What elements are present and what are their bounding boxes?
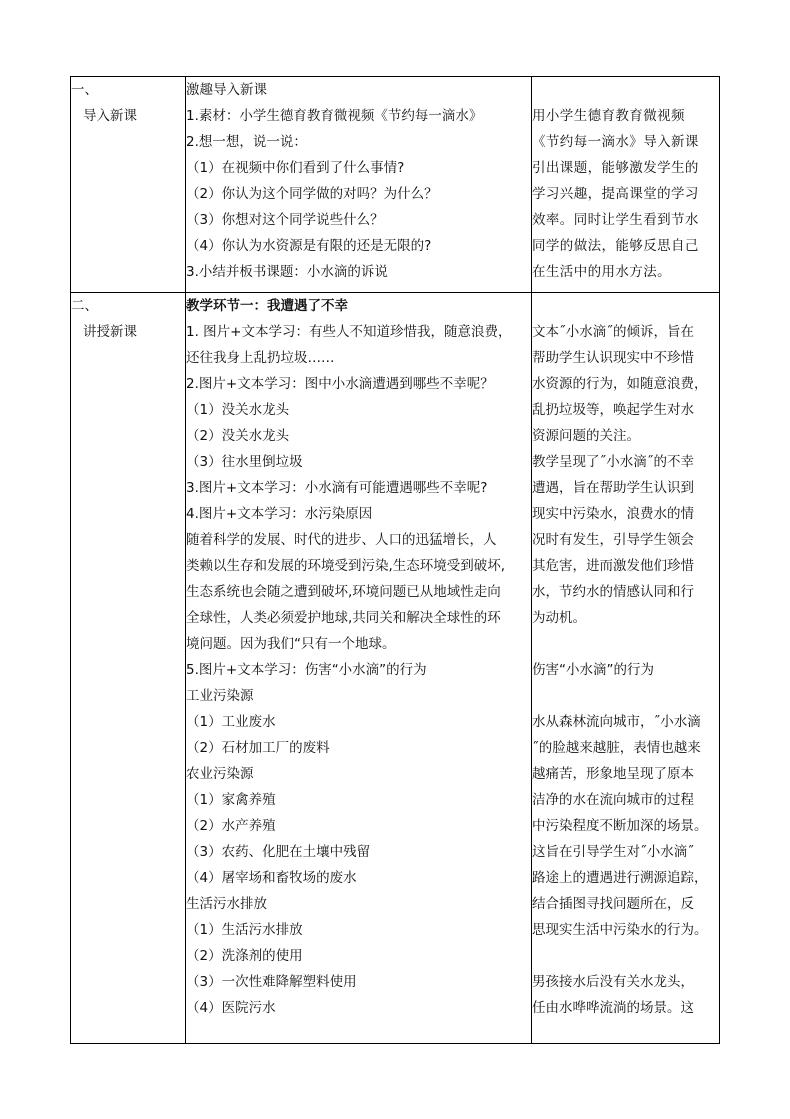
process-line: 生态系统也会随之遭到破坏,环境问题已从地域性走向 — [186, 584, 501, 600]
stage-title: 导入新课 — [83, 108, 137, 124]
intent-line: 水资源的行为，如随意浪费， — [532, 376, 708, 392]
intent-line: 中污染程度不断加深的场景。 — [532, 818, 708, 834]
process-line: 工业污染源 — [186, 688, 254, 704]
intent-cell-intro — [532, 77, 720, 293]
process-line: 全球性，人类必须爱护地球,共同关和解决全球性的环 — [186, 610, 501, 626]
stage-title: 讲授新课 — [83, 324, 137, 340]
stage-cell-teaching — [71, 293, 186, 1044]
intent-line: 任由水哗哗流淌的场景。这 — [532, 1000, 694, 1016]
process-line: 4.图片+文本学习：水污染原因 — [186, 506, 373, 522]
process-line: 农业污染源 — [186, 766, 254, 782]
process-line: 境问题。因为我们“只有一个地球。 — [186, 636, 396, 652]
intent-line: 况时有发生，引导学生领会 — [532, 532, 694, 548]
process-line: （1）生活污水排放 — [186, 922, 303, 938]
process-line: （2）你认为这个同学做的对吗？为什么？ — [186, 186, 438, 202]
process-line: 1. 图片+文本学习：有些人不知道珍惜我，随意浪费， — [186, 324, 512, 340]
intent-line: 结合插图寻找问题所在，反 — [532, 896, 694, 912]
intent-line: 为动机。 — [532, 610, 586, 626]
intent-line: 其危害，进而激发他们珍惜 — [532, 558, 694, 574]
process-cell-intro — [186, 77, 532, 293]
process-cell-teaching — [186, 293, 532, 1044]
intent-line: 现实中污染水，浪费水的情 — [532, 506, 694, 522]
intent-line: 水，节约水的情感认同和行 — [532, 584, 694, 600]
process-line: （4）屠宰场和畜牧场的废水 — [186, 870, 357, 886]
process-line: （1）家禽养殖 — [186, 792, 276, 808]
process-line: （3）一次性难降解塑料使用 — [186, 974, 357, 990]
stage-number: 二、 — [71, 298, 98, 314]
intent-line: 伤害“小水滴”的行为 — [532, 662, 654, 678]
intent-line: 引出课题，能够激发学生的 — [532, 160, 699, 176]
lesson-plan-table — [70, 76, 720, 1044]
process-line: （4）你认为水资源是有限的还是无限的? — [186, 238, 432, 254]
process-heading: 激趣导入新课 — [186, 82, 267, 98]
intent-line: 学习兴趣，提高课堂的学习 — [532, 186, 699, 202]
process-line: 5.图片+文本学习：伤害“小水滴”的行为 — [186, 662, 427, 678]
table-row-intro — [71, 77, 720, 293]
process-line: （3）往水里倒垃圾 — [186, 454, 303, 470]
process-line: （1）工业废水 — [186, 714, 276, 730]
process-line: 还往我身上乱扔垃圾…… — [186, 350, 335, 366]
intent-line: 水从森林流向城市，˝小水滴 — [532, 714, 701, 730]
intent-line: ˝的脸越来越脏，表情也越来 — [532, 740, 701, 756]
intent-cell-teaching — [532, 293, 720, 1044]
process-line: 3.小结并板书课题：小水滴的诉说 — [186, 264, 388, 280]
process-line: （2）没关水龙头 — [186, 428, 290, 444]
intent-line: 教学呈现了˝小水滴˝的不幸 — [532, 454, 694, 470]
intent-line: 资源问题的关注。 — [532, 428, 640, 444]
process-line: 生活污水排放 — [186, 896, 267, 912]
intent-line: 文本˝小水滴˝的倾诉，旨在 — [532, 324, 694, 340]
process-line: 类赖以生存和发展的环境受到污染,生态环境受到破坏, — [186, 558, 506, 574]
process-line: （2）洗涤剂的使用 — [186, 948, 303, 964]
intent-line: 效率。同时让学生看到节水 — [532, 212, 699, 228]
intent-line: 思现实生活中污染水的行为。 — [532, 922, 708, 938]
intent-line: 男孩接水后没有关水龙头， — [532, 974, 694, 990]
process-line: （1）没关水龙头 — [186, 402, 290, 418]
intent-line: 遭遇，旨在帮助学生认识到 — [532, 480, 694, 496]
process-line: 3.图片+文本学习：小水滴有可能遭遇哪些不幸呢? — [186, 480, 488, 496]
process-line: （1）在视频中你们看到了什么事情? — [186, 160, 405, 176]
stage-number: 一、 — [71, 82, 98, 98]
intent-line: 路途上的遭遇进行溯源追踪， — [532, 870, 708, 886]
intent-line: 同学的做法，能够反思自己 — [532, 238, 699, 254]
process-line: （3）农药、化肥在土壤中残留 — [186, 844, 371, 860]
process-line: （4）医院污水 — [186, 1000, 276, 1016]
intent-line: 《节约每一滴水》导入新课 — [532, 134, 699, 150]
process-line: （2）石材加工厂的废料 — [186, 740, 330, 756]
intent-line: 在生活中的用水方法。 — [532, 264, 671, 280]
stage-cell-intro — [71, 77, 186, 293]
intent-line — [532, 631, 719, 657]
intent-line: 这旨在引导学生对˝小水滴˝ — [532, 844, 694, 860]
intent-line: 越痛苦，形象地呈现了原本 — [532, 766, 694, 782]
table-row-teaching — [71, 293, 720, 1044]
process-line: 1.素材：小学生德育教育微视频《节约每一滴水》 — [186, 108, 483, 124]
intent-line: 洁净的水在流向城市的过程 — [532, 792, 694, 808]
process-heading: 教学环节一：我遭遇了不幸 — [186, 298, 348, 314]
process-line: 2.想一想，说一说： — [186, 134, 307, 150]
intent-line: 乱扔垃圾等，唤起学生对水 — [532, 402, 694, 418]
intent-line — [532, 683, 719, 709]
process-line: （2）水产养殖 — [186, 818, 276, 834]
intent-line — [532, 943, 719, 969]
process-line: 2.图片+文本学习：图中小水滴遭遇到哪些不幸呢？ — [186, 376, 494, 392]
intent-line: 帮助学生认识现实中不珍惜 — [532, 350, 694, 366]
process-line: 随着科学的发展、时代的进步、人口的迅猛增长，人 — [186, 532, 497, 548]
intent-line: 用小学生德育教育微视频 — [532, 108, 685, 124]
process-line: （3）你想对这个同学说些什么？ — [186, 212, 384, 228]
